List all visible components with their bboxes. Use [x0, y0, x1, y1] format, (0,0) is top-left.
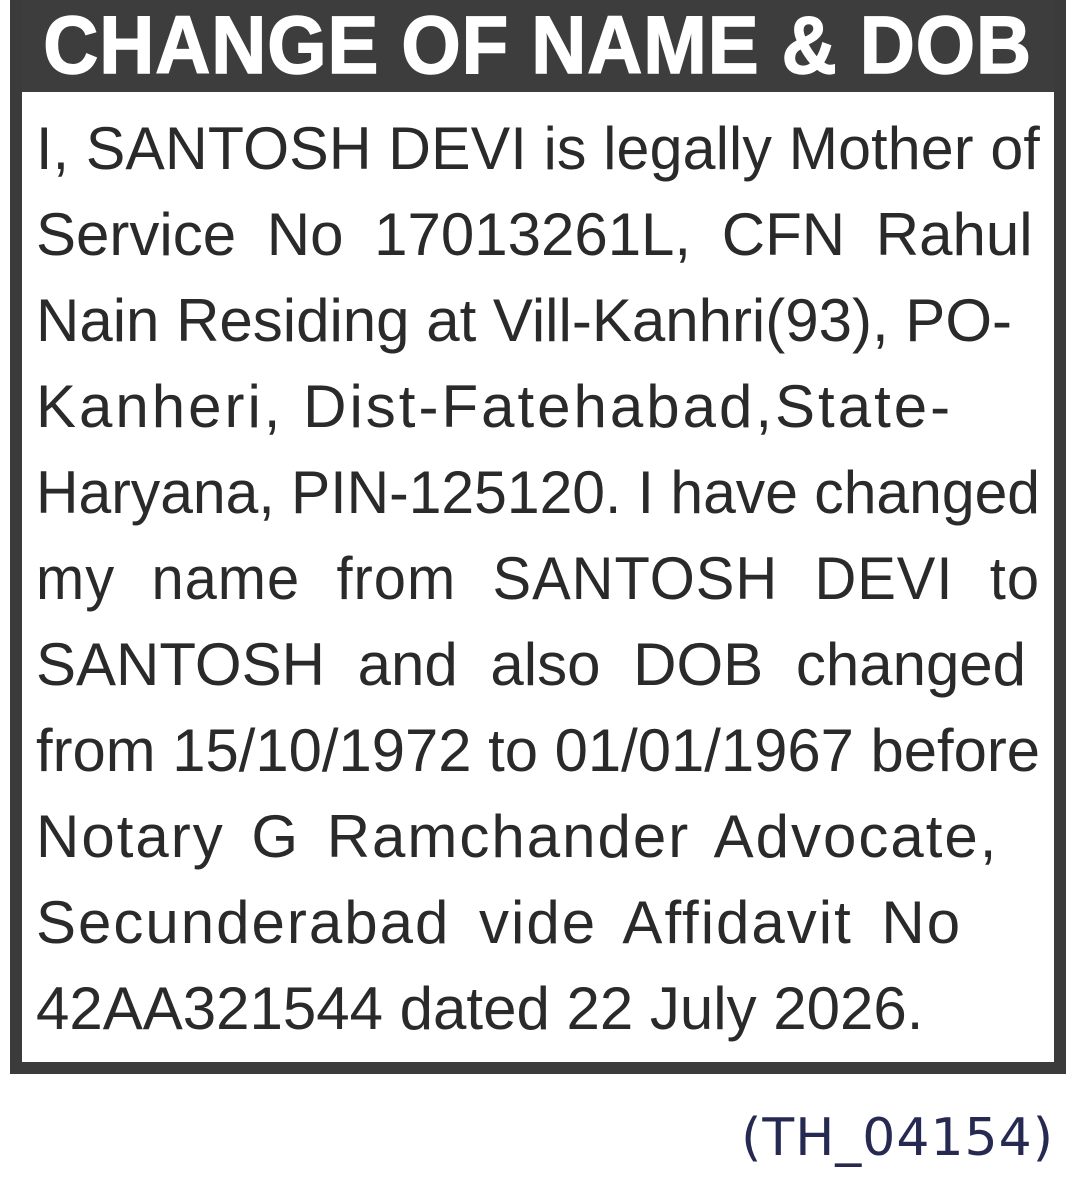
notice-line: Service No 17013261L, CFN Rahul — [36, 201, 1033, 268]
notice-line: SANTOSH and also DOB changed — [36, 631, 1027, 698]
reference-code: (TH_04154) — [741, 1108, 1054, 1168]
notice-line: Haryana, PIN-125120. I have changed — [36, 459, 1040, 526]
notice-title: CHANGE OF NAME & DOB — [43, 0, 1033, 91]
notice-line: I, SANTOSH DEVI is legally Mother of — [36, 115, 1040, 182]
notice-line: Kanheri, Dist-Fatehabad,State- — [36, 373, 954, 440]
notice-line: Nain Residing at Vill-Kanhri(93), PO- — [36, 287, 1012, 354]
notice-line: 42AA321544 dated 22 July 2026. — [36, 975, 924, 1042]
notice-line: Secunderabad vide Affidavit No — [36, 889, 963, 956]
notice-header — [22, 0, 1054, 92]
notice-line: my name from SANTOSH DEVI to — [36, 545, 1040, 612]
notice-body — [22, 92, 1054, 1052]
notice-box — [10, 0, 1066, 1074]
notice-line: Notary G Ramchander Advocate, — [36, 803, 999, 870]
notice-line: from 15/10/1972 to 01/01/1967 before — [36, 717, 1040, 784]
